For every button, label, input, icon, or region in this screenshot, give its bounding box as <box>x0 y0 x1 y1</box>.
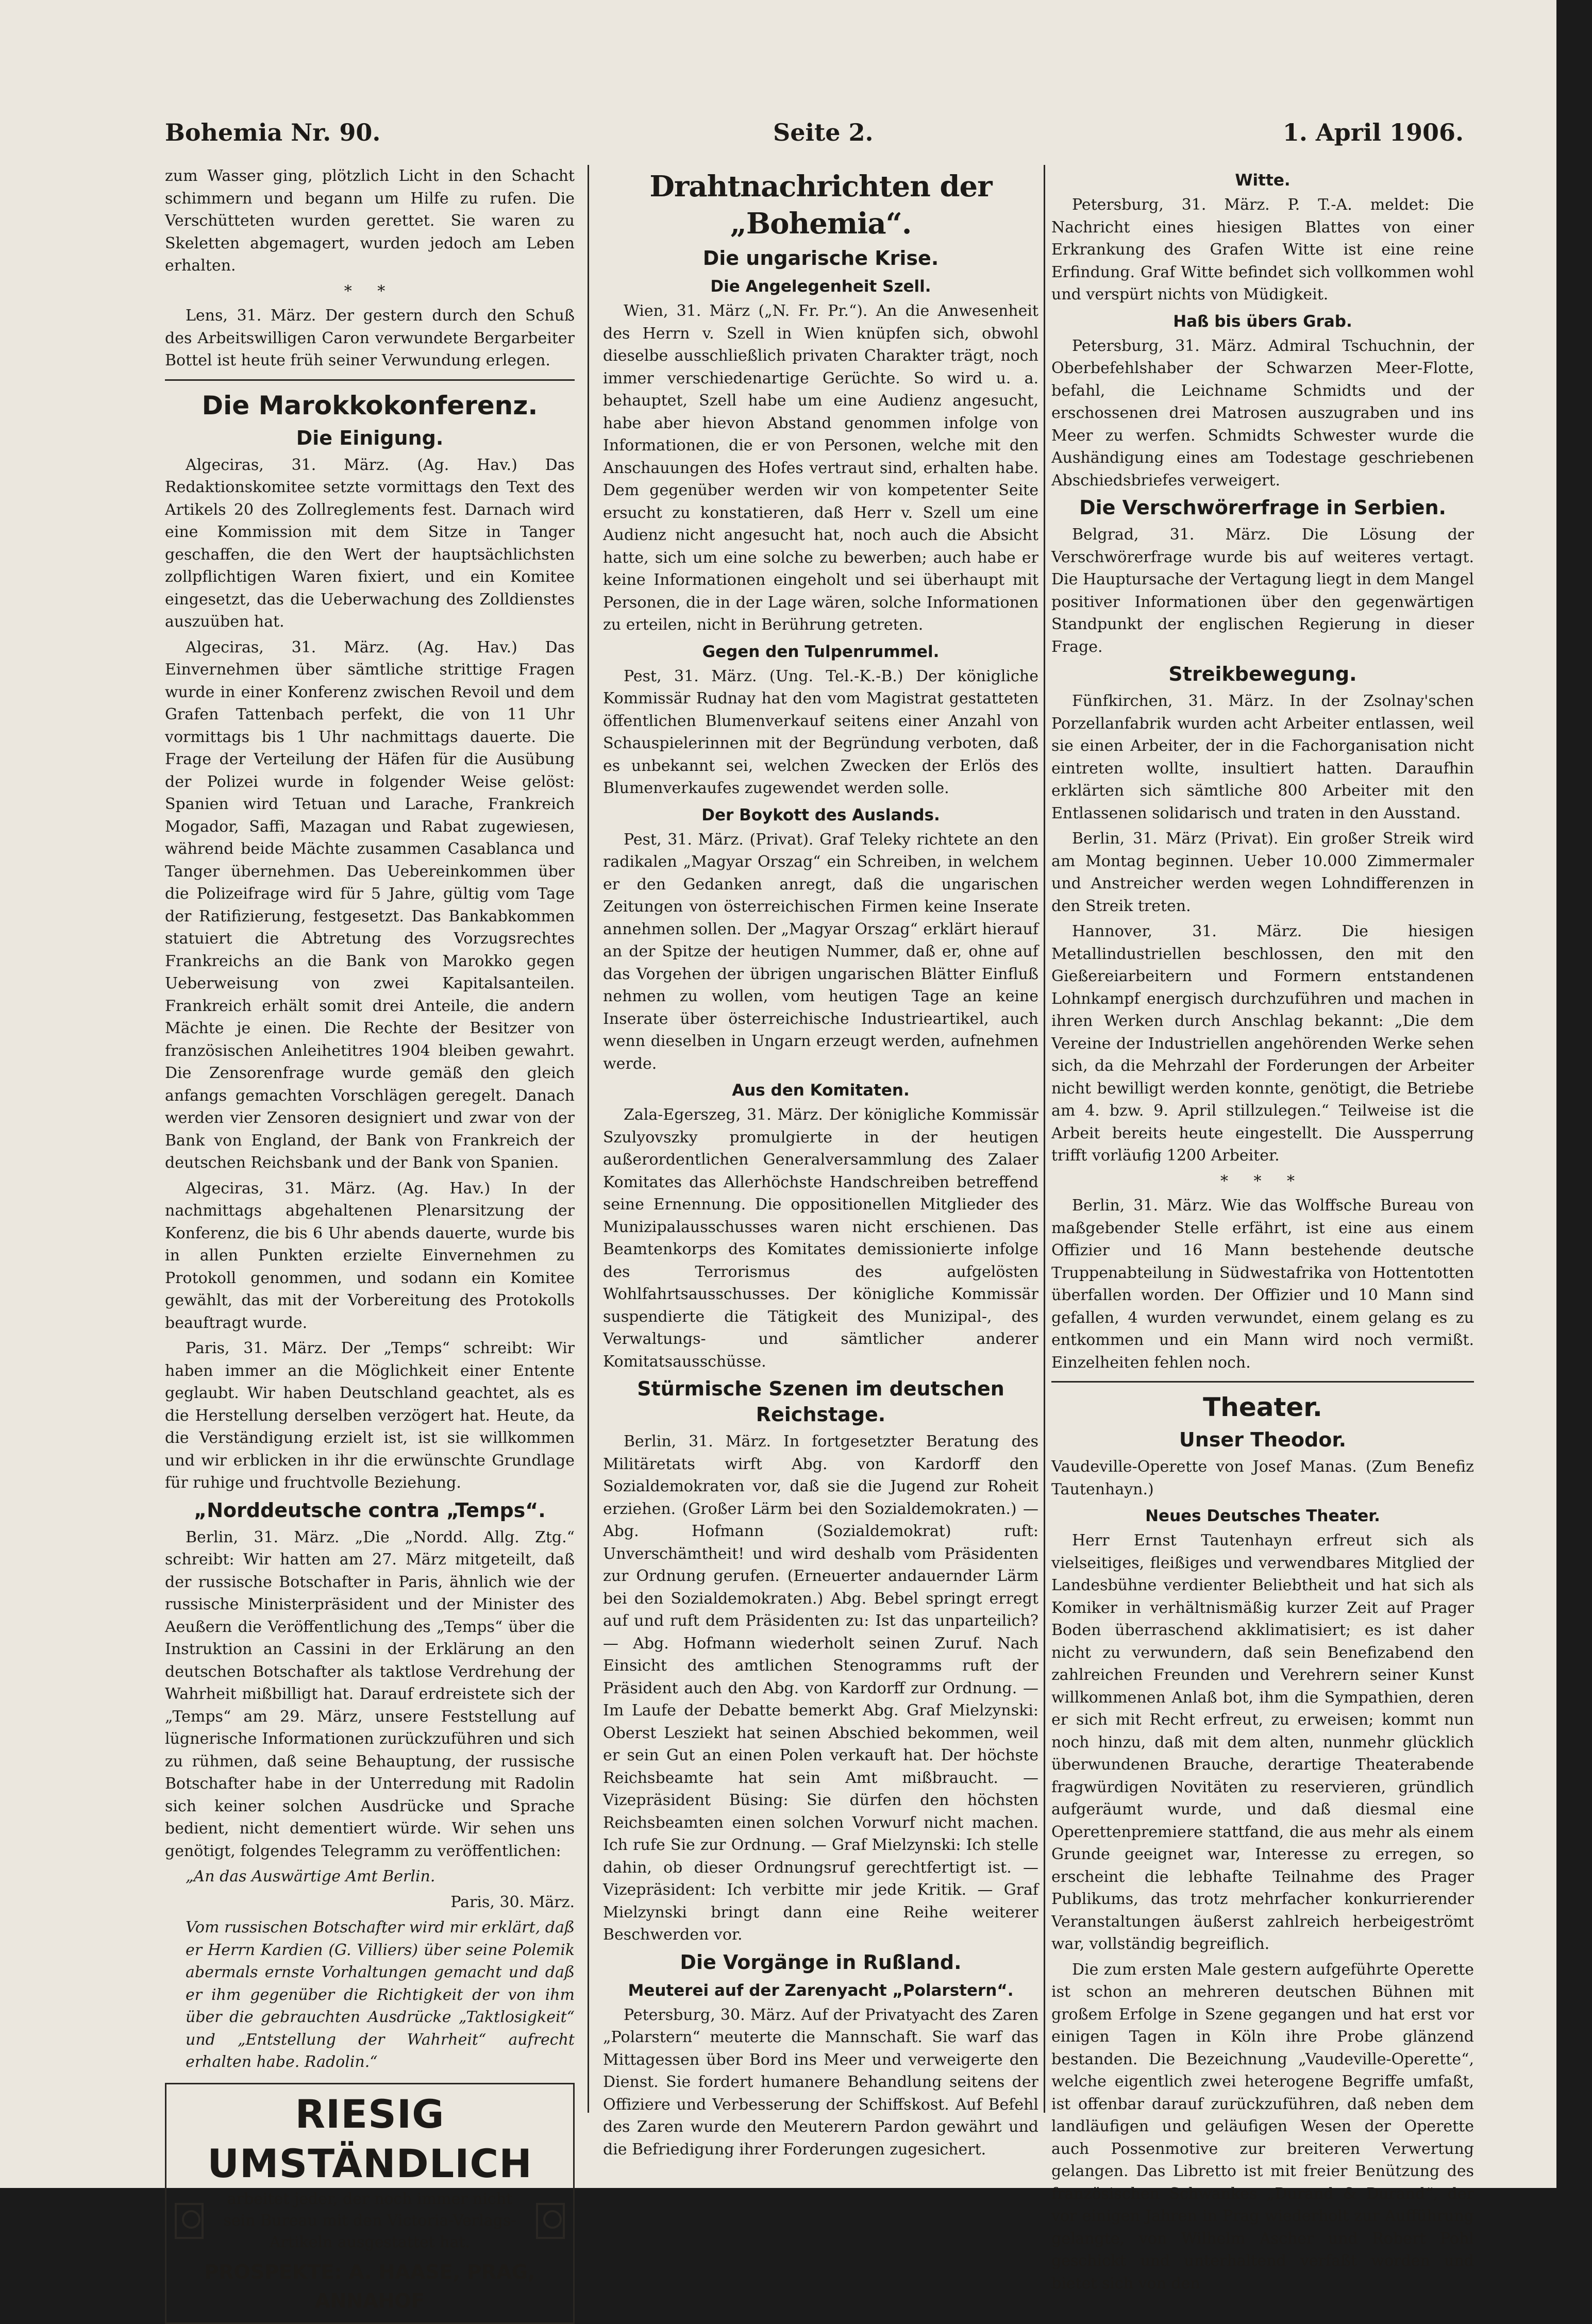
column-3 <box>1051 165 1474 2293</box>
typewriter-icon <box>175 2203 204 2239</box>
telegram-text: Vom russischen Botschafter wird mir erklärt, daß er Herrn Kardien (G. Villiers) über seine Polemik abermals ernste Vorhaltungen gemacht und daß er ihm gegenüber die Richtigkeit der von ihm über die gebrauchten Ausdrücke „Taktlosigkeit“ und „Entstellung der Wahrheit“ aufrecht erhalten habe. Radolin.“ <box>186 1918 575 2071</box>
section-masthead: Drahtnachrichten der „Bohemia“. <box>649 170 992 241</box>
section-title: Stürmische Szenen im deutschen Reichstage. <box>637 1377 1004 1426</box>
article-paragraph: Algeciras, 31. März. (Ag. Hav.) Das Einvernehmen über sämtliche strittige Fragen wurde in einer Konferenz zwischen Revoil und dem Grafen Tattenbach perfekt, die von 11 Uhr vormittags bis 1 Uhr nachmittags dauerte. Die Frage der Verteilung der Häfen für die Ausübung der Polizei wurde in folgender Weise gelöst: Spanien wird Tetuan und Larache, Frankreich Mogador, Saffi, Mazagan und Rabat zugewiesen, während beide Mächte zusammen Casablanca und Tanger übernehmen. Das Uebereinkommen über die Polizeifrage wird für 5 Jahre, gültig vom Tage der Ratifizierung, festgesetzt. Das Bankabkommen statuiert die Abtretung des Vorzugsrechtes Frankreichs an die Bank von Marokko gegen Ueberweisung von zwei Kapitalsanteilen. Frankreich erhält somit drei Anteile, die andern Mächte je einen. Die Rechte der Besitzer von französischen Anleihetitres 1904 bleiben gewahrt. Die Zensorenfrage wurde gemäß den gleich anfangs gemachten Vorschlägen geregelt. Danach werden vier Zensoren designiert und zwar von der Bank von England, der Bank von Frankreich der deutschen Reichsbank und der Bank von Spanien. <box>165 638 575 1172</box>
article-paragraph: Algeciras, 31. März. (Ag. Hav.) In der nachmittags abgehaltenen Plenarsitzung der Konferenz, die bis 6 Uhr abends dauerte, wurde bis in allen Punkten erzielte Einvernehmen zu Protokoll genommen, und sodann ein Komitee gewählt, das mit der Vorbereitung des Protokolls beauftragt wurde. <box>165 1179 575 1332</box>
telegram-dateline: Paris, 30. März. <box>450 1893 575 1911</box>
article-paragraph: Berlin, 31. März. In fortgesetzter Beratung des Militäretats wirft Abg. von Kardorff den Sozialdemokraten vor, daß sie die Jugend zur Roheit erziehen. (Großer Lärm bei den Sozialdemokraten.) — Abg. Hofmann (Sozialdemokrat) ruft: Unverschämtheit! und wird deshalb vom Präsidenten zur Ordnung gerufen. (Erneuerter andauernder Lärm bei den Sozialdemokraten.) Abg. Bebel springt erregt auf und ruft dem Präsidenten zu: Ist das unparteilich? — Abg. Hofmann wiederholt seinen Zuruf. Nach Einsicht des amtlichen Stenogramms ruft der Präsident auch den Abg. von Kardorff zur Ordnung. — Im Laufe der Debatte bemerkt Abg. Graf Mielzynski: Oberst Lesziekt hat seinen Abschied bekommen, weil er sein Gut an einen Polen verkauft hat. Der höchste Reichsbeamte hat sein Amt mißbraucht. — Vizepräsident Büsing: Sie dürfen den höchsten Reichsbeamten einen solchen Vorwurf nicht machen. Ich rufe Sie zur Ordnung. — Graf Mielzynski: Ich stelle dahin, ob dieser Ordnungsruf gerechtfertigt ist. — Vizepräsident: Ich verbitte mir jede Kritik. — Graf Mielzynski bringt dann eine Reihe weiterer Beschwerden vor. <box>603 1433 1038 1944</box>
article-paragraph: zum Wasser ging, plötzlich Licht in den Schacht schimmern und begann um Hilfe zu rufen. Die Verschütteten wurden gerettet. Sie waren zu Skeletten abgemagert, wurden jedoch am Leben erhalten. <box>165 167 575 275</box>
page-header <box>165 119 1464 165</box>
column-rule <box>588 165 589 2113</box>
article-paragraph: Berlin, 31. März (Privat). Ein großer Streik wird am Montag beginnen. Ueber 10.000 Zimmermaler und Anstreicher werden wegen Lohndifferenzen in den Streik treten. <box>1051 830 1474 915</box>
article-paragraph: Algeciras, 31. März. (Ag. Hav.) Das Redaktionskomitee setzte vormittags den Text des Artikels 20 des Zollreglements fest. Darnach wird eine Kommission mit dem Sitze in Tanger geschaffen, die den Wert der hauptsächlichsten zollpflichtigen Waren fixiert, und ein Komitee eingesetzt, das die Ueberwachung des Zolldienstes auszuüben hat. <box>165 456 575 631</box>
section-title: Die Vorgänge in Rußland. <box>680 1950 962 1974</box>
article-paragraph: Zala-Egerszeg, 31. März. Der königliche Kommissär Szulyovszky promulgierte in der heutigen außerordentlichen Generalversammlung des Zalaer Komitates das Allerhöchste Handschreiben betreffend seine Ernennung. Die oppositionellen Mitglieder des Munizipalausschusses waren nicht erschienen. Das Beamtenkorps des Komitates demissionierte infolge des Terrorismus des aufgelösten Wohlfahrtsausschusses. Der königliche Kommissär suspendierte die Tätigkeit des Munizipal-, des Verwaltungs- und sämtlicher anderer Komitatsausschüsse. <box>603 1106 1038 1371</box>
article-paragraph: Petersburg, 31. März. P. T.-A. meldet: Die Nachricht eines hiesigen Blattes von einer Erkrankung des Grafen Witte ist eine reine Erfindung. Graf Witte befindet sich vollkommen wohl und verspürt nichts von Müdigkeit. <box>1051 196 1474 304</box>
section-subtitle: Meuterei auf der Zarenyacht „Polarstern“. <box>628 1981 1014 2000</box>
column-1 <box>165 165 575 2312</box>
section-subtitle: Der Boykott des Auslands. <box>701 805 940 824</box>
typewriter-icon <box>536 2203 565 2239</box>
article-paragraph: Hannover, 31. März. Die hiesigen Metallindustriellen beschlossen, den mit den Gießereiarbeitern und Formern entstandenen Lohnkampf energisch durchzuführen und machen in ihren Werken durch Anschlag bekannt: „Die dem Vereine der Industriellen angehörenden Werke sehen sich, da die Mehrzahl der Forderungen der Arbeiter nicht bewilligt werden konnte, genötigt, die Betriebe am 4. bzw. 9. April stillzulegen.“ Teilweise ist die Arbeit bereits heute eingestellt. Die Aussperrung trifft vorläufig 1200 Arbeiter. <box>1051 922 1474 1165</box>
header-date: 1. April 1906. <box>1282 119 1464 146</box>
divider <box>165 379 575 381</box>
header-page-number: Seite 2. <box>773 119 874 146</box>
article-paragraph: Belgrad, 31. März. Die Lösung der Verschwörerfrage wurde bis auf weiteres vertagt. Die Hauptursache der Vertagung liegt in dem Mangel positiver Informationen über den gegenwärtigen Standpunkt der englischen Regierung in dieser Frage. <box>1051 526 1474 656</box>
section-subtitle: Die Einigung. <box>296 426 444 449</box>
section-subtitle: Gegen den Tulpenrummel. <box>702 642 940 661</box>
separator-stars: * * * <box>1220 1172 1305 1190</box>
theater-name: Neues Deutsches Theater. <box>1145 1507 1380 1525</box>
section-subtitle: Aus den Komitaten. <box>732 1081 910 1100</box>
header-issue: Bohemia Nr. 90. <box>165 119 381 146</box>
ad-text: arbeitet jeder, der noch immer nicht sein Bureau mit den Victoria-Verlags-Artikeln ausgestattet hat. <box>223 2190 516 2251</box>
section-subtitle: Die Angelegenheit Szell. <box>710 277 931 296</box>
section-subtitle: Witte. <box>1235 171 1291 190</box>
article-paragraph: Paris, 31. März. Der „Temps“ schreibt: Wir haben immer an die Möglichkeit einer Entente geglaubt. Wir haben Deutschland geachtet, als es die Herstellung derselben verzögert hat. Heute, da die Verständigung erzielt ist, ist sie willkommen und wir erblicken in ihr die erwünschte Grundlage für ruhige und fruchtvolle Beziehung. <box>165 1339 575 1492</box>
article-paragraph: Petersburg, 31. März. Admiral Tschuchnin, der Oberbefehlshaber der Schwarzen Meer-Flotte, befahl, die Leichname Schmidts und der erschossenen drei Matrosen auszugraben und ins Meer zu werfen. Schmidts Schwester wurde die Aushändigung eines am Todestage geschriebenen Abschiedsbriefes verweigert. <box>1051 336 1474 490</box>
section-title: Die Verschwörerfrage in Serbien. <box>1079 496 1446 519</box>
article-paragraph: Fünfkirchen, 31. März. In der Zsolnay'schen Porzellanfabrik wurden acht Arbeiter entlassen, weil sie einen Arbeiter, der in die Fachorganisation nicht eintreten wollte, insultiert hatten. Daraufhin erklärten sich sämtliche 800 Arbeiter mit den Entlassenen solidarisch und traten in den Ausstand. <box>1051 692 1474 822</box>
divider <box>1051 1381 1474 1383</box>
telegram-address: „An das Auswärtige Amt Berlin. <box>186 1867 435 1885</box>
review-subtitle: Vaudeville-Operette von Josef Manas. (Zum Benefiz Tautenhayn.) <box>1051 1458 1474 1498</box>
article-paragraph: Pest, 31. März. (Ung. Tel.-K.-B.) Der königliche Kommissär Rudnay hat den vom Magistrat gestatteten öffentlichen Blumenverkauf seitens einer Anzahl von Schauspielerinnen mit der Begründung verboten, daß es unbekannt sei, welchen Zwecken der Erlös des Blumenverkaufes zugewendet werden solle. <box>603 667 1038 797</box>
article-paragraph: Herr Ernst Tautenhayn erfreut sich als vielseitiges, fleißiges und verwendbares Mitglied der Landesbühne verdienter Beliebtheit und hat sich als Komiker in verhältnismäßig kurzer Zeit auf Prager Boden überraschend akklimatisiert; es ist daher nicht zu verwundern, daß sein Benefizabend den zahlreichen Freunden und Verehrern seiner Kunst willkommenen Anlaß bot, ihm die Sympathien, deren er sich mit Recht erfreut, zu erweisen; kommt nun noch hinzu, daß mit dem alten, nunmehr glücklich überwundenen Brauche, derartige Theaterabende fragwürdigen Novitäten zu reservieren, gründlich aufgeräumt wurde, und daß diesmal eine Operettenpremiere stattfand, die aus mehr als einem Grunde geeignet war, Interesse zu erregen, so erscheint die lebhafte Teilnahme des Prager Publikums, das trotz mehrfacher konkurrierender Veranstaltungen äußerst zahlreich herbeigeströmt war, vollständig begreiflich. <box>1051 1531 1474 1953</box>
article-paragraph: Wien, 31. März („N. Fr. Pr.“). An die Anwesenheit des Herrn v. Szell in Wien knüpfen sich, obwohl dieselbe ausschließlich privaten Charakter trägt, noch immer verschiedenartige Gerüchte. So wird u. a. behauptet, Szell habe um eine Audienz angesucht, habe aber hievon Abstand genommen infolge von Informationen, die er von Personen, welche mit den Anschauungen des Hofes vertraut sind, erhalten habe. Dem gegenüber werden wir von kompetenter Seite ersucht zu konstatieren, daß Herr v. Szell um eine Audienz nicht angesucht hat, noch auch die Absicht hatte, sich um eine solche zu bewerben; auch habe er keine Informationen eingeholt und sei überhaupt mit Personen, die in der Lage wären, solche Informationen zu erteilen, nicht in Berührung getreten. <box>603 302 1038 634</box>
column-2 <box>603 165 1038 2159</box>
section-title: Streikbewegung. <box>1168 663 1357 685</box>
article-paragraph: Berlin, 31. März. Wie das Wolffsche Bureau von maßgebender Stelle erfährt, ist eine aus einem Offizier und 16 Mann bestehende deutsche Truppenabteilung in Südwestafrika von Hottentotten überfallen worden. Der Offizier und 10 Mann sind gefallen, 4 wurden verwundet, einem gelang es zu entkommen und ein Mann wird noch vermißt. Einzelheiten fehlen noch. <box>1051 1197 1474 1372</box>
section-subtitle: Haß bis übers Grab. <box>1173 312 1352 331</box>
column-rule <box>1044 165 1045 2113</box>
article-paragraph: Lens, 31. März. Der gestern durch den Schuß des Arbeitswilligen Caron verwundete Bergarbeiter Bottel ist heute früh seiner Verwundung erlegen. <box>165 307 575 369</box>
section-title: Theater. <box>1203 1392 1322 1422</box>
ad-body <box>175 2188 565 2253</box>
article-paragraph: Pest, 31. März. (Privat). Graf Teleky richtete an den radikalen „Magyar Orszag“ ein Schreiben, in welchem er den Gedanken anregt, daß die ungarischen Zeitungen von österreichischen Firmen keine Inserate annehmen sollen. Der „Magyar Orszag“ erklärt hierauf an der Spitze der heutigen Nummer, daß er, ohne auf das Vorgehen der übrigen ungarischen Blätter Einfluß nehmen zu wollen, vom heutigen Tage an keine Inserate über österreichische Industrieartikel, auch wenn dieselben in Ungarn erzeugt werden, aufnehmen werde. <box>603 830 1038 1073</box>
ad-contact: PROSPEKTE: A. HAASE, PRAG, ANNAHOF <box>204 2260 535 2312</box>
article-paragraph: Berlin, 31. März. „Die „Nordd. Allg. Ztg.“ schreibt: Wir hatten am 27. März mitgeteilt, daß der russische Botschafter in Paris, ähnlich wie der russische Ministerpräsident und der Minister des Aeußern die Veröffentlichung des „Temps“ über die Instruktion an Cassini in der Erklärung an den deutschen Botschafter als taktlose Verdrehung der Wahrheit mißbilligt hat. Darauf erdreistete sich der „Temps“ am 29. März, unsere Feststellung auf lügnerische Informationen zurückzuführen und sich zu rühmen, daß seine Behauptung, der russische Botschafter habe in der Unterredung mit Radolin sich keiner solchen Ausdrücke und Sprache bedient, nicht dementiert würde. Wir sehen uns genötigt, folgendes Telegramm zu veröffentlichen: <box>165 1528 575 1860</box>
section-title: „Norddeutsche contra „Temps“. <box>194 1498 546 1522</box>
article-paragraph: Die zum ersten Male gestern aufgeführte Operette ist schon an mehreren deutschen Bühnen mit großem Erfolge in Szene gegangen und hat erst vor einigen Tagen in Köln ihre Probe glänzend bestanden. Die Bezeichnung „Vaudeville-Operette“, welche eigentlich zwei heterogene Begriffe umfaßt, ist offenbar darauf zurückzuführen, daß neben dem landläufigen und geläufigen Wesen der Operette auch Possenmotive zur breiteren Verwertung gelangen. Das Libretto ist mit freier Benützung des französischen Schwankes „Durand & Durand“, der vor einigen Jahren in Prag wiederholt zur Aufführung gelangte, von Wilhelm Ascher und Robert Pohl geschickt und unterhaltend verfaßt worden und bietet sich von den <box>1051 1960 1474 2293</box>
section-title: Die Marokkokonferenz. <box>202 390 538 420</box>
ad-title: RIESIG UMSTÄNDLICH <box>207 2091 532 2186</box>
separator-stars: * * <box>344 282 396 300</box>
article-paragraph: Petersburg, 30. März. Auf der Privatyacht des Zaren „Polarstern“ meuterte die Mannschaft. Sie warf das Mittagessen über Bord ins Meer und verweigerte den Dienst. Sie fordert humanere Behandlung seitens der Offiziere und Verbesserung der Schiffskost. Auf Befehl des Zaren wurde den Meuterern Pardon gewährt und die Befriedigung ihrer Forderungen zugesichert. <box>603 2006 1038 2159</box>
advertisement <box>165 2083 575 2324</box>
review-title: Unser Theodor. <box>1179 1428 1347 1451</box>
section-title: Die ungarische Krise. <box>702 247 939 270</box>
